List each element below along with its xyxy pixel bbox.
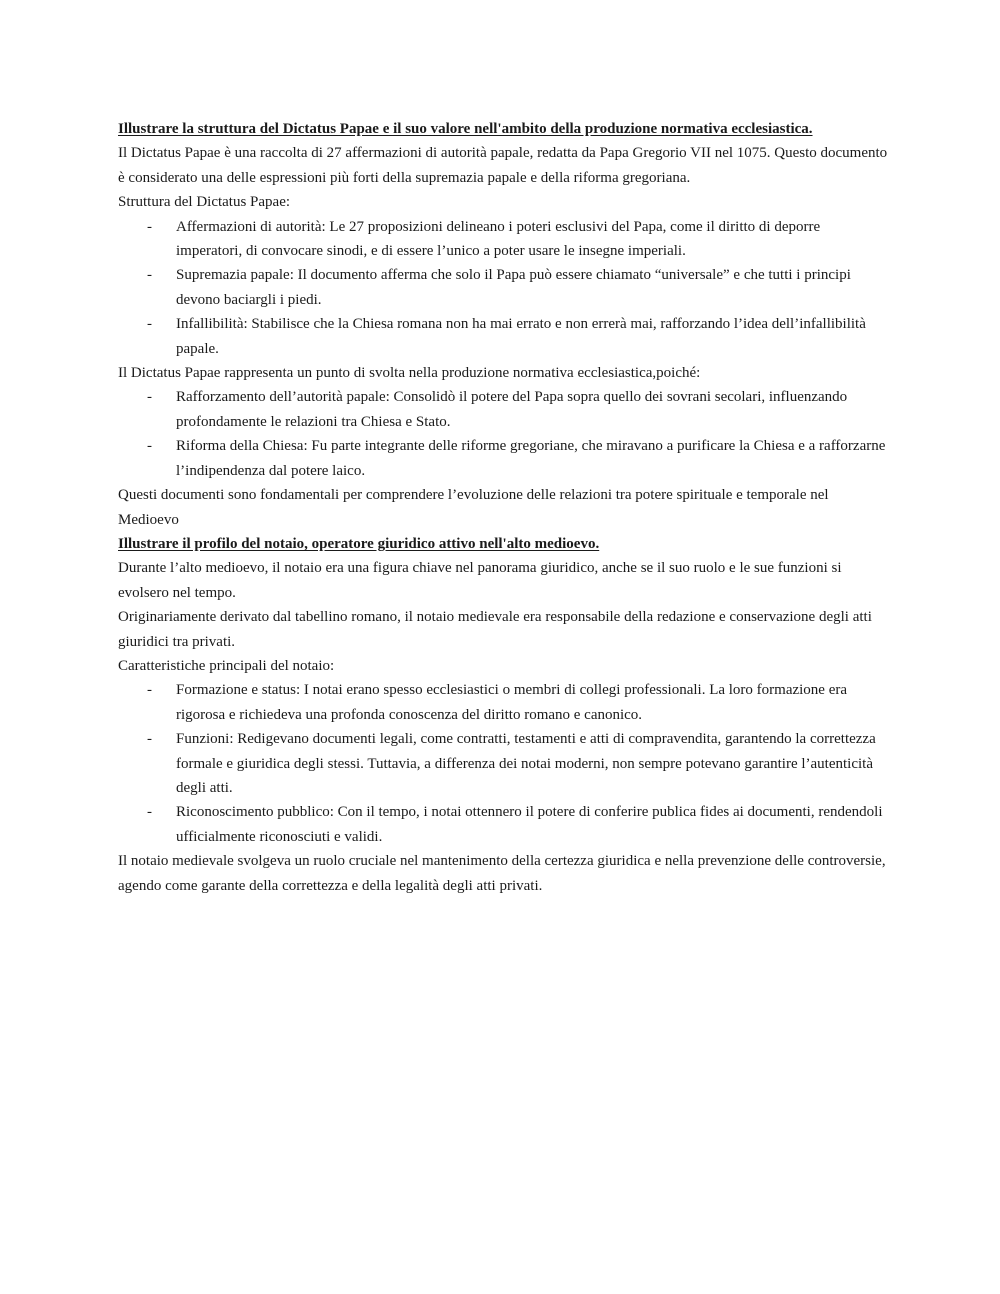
list-item [118,800,888,849]
bullet-dash: - [147,682,152,699]
bullet-dash: - [147,438,152,455]
section2-intro: Durante l’alto medioevo, il notaio era una figura chiave nel panorama giuridico, anche se il suo ruolo e le sue funzioni si evolsero nel tempo. [118,560,842,601]
list-item-text: Affermazioni di autorità: Le 27 proposizioni delineano i poteri esclusivi del Papa, come il diritto di deporre imperatori, di convocare sinodi, e di essere l’unico a poter usare le insegne imperiali. [176,218,821,260]
section1-conclusion: Questi documenti sono fondamentali per comprendere l’evoluzione delle relazioni tra potere spirituale e temporale nel Medioevo [118,487,829,528]
section2-conclusion: Il notaio medievale svolgeva un ruolo cruciale nel mantenimento della certezza giuridica e nella prevenzione delle controversie, agendo come garante della correttezza e della legalità degli atti privati. [118,853,886,894]
bullet-dash: - [147,804,152,821]
bullet-dash: - [147,389,152,406]
bullet-dash: - [147,316,152,333]
document-page [118,117,888,898]
section2-origin: Originariamente derivato dal tabellino romano, il notaio medievale era responsabile della redazione e conservazione degli atti giuridici tra privati. [118,609,872,650]
list-item-text: Funzioni: Redigevano documenti legali, come contratti, testamenti e atti di compravendita, garantendo la correttezza formale e giuridica degli stessi. Tuttavia, a differenza dei notai moderni, non sempre potevano garantire l’autenticità degli atti. [176,731,876,796]
section2-features-label: Caratteristiche principali del notaio: [118,657,335,674]
list-item [118,678,888,727]
section1-heading: Illustrare la struttura del Dictatus Papae e il suo valore nell'ambito della produzione normativa ecclesiastica. [118,121,813,137]
list-item [118,263,888,312]
list-item [118,312,888,361]
bullet-dash: - [147,267,152,284]
list-item-text: Rafforzamento dell’autorità papale: Consolidò il potere del Papa sopra quello dei sovrani secolari, influenzando profondamente le relazioni tra Chiesa e Stato. [176,389,848,430]
section1-structure-list [118,215,888,361]
list-item [118,727,888,800]
list-item [118,385,888,434]
bullet-dash: - [147,218,152,235]
section1-turning-list [118,385,888,483]
list-item-text: Supremazia papale: Il documento afferma che solo il Papa può essere chiamato “universale” e che tutti i principi devono baciargli i piedi. [176,267,851,308]
section1-turning-point: Il Dictatus Papae rappresenta un punto di svolta nella produzione normativa ecclesiastica,poiché: [118,365,701,382]
list-item-text: Infallibilità: Stabilisce che la Chiesa romana non ha mai errato e non errerà mai, rafforzando l’idea dell’infallibilità papale. [176,316,866,357]
list-item-text: Riforma della Chiesa: Fu parte integrante delle riforme gregoriane, che miravano a purificare la Chiesa e a rafforzarne l’indipendenza dal potere laico. [176,438,886,479]
list-item-text: Formazione e status: I notai erano spesso ecclesiastici o membri di collegi professionali. La loro formazione era rigorosa e richiedeva una profonda conoscenza del diritto romano e canonico. [176,682,848,723]
section2-heading: Illustrare il profilo del notaio, operatore giuridico attivo nell'alto medioevo. [118,535,600,552]
list-item [118,215,888,264]
list-item [118,434,888,483]
list-item-text: Riconoscimento pubblico: Con il tempo, i notai ottennero il potere di conferire publica fides ai documenti, rendendoli ufficialmente riconosciuti e validi. [176,804,883,845]
bullet-dash: - [147,731,152,748]
section1-intro: Il Dictatus Papae è una raccolta di 27 affermazioni di autorità papale, redatta da Papa Gregorio VII nel 1075. Questo documento è considerato una delle espressioni più forti della supremazia papale e della riforma gregoriana. [118,145,888,186]
section1-structure-label: Struttura del Dictatus Papae: [118,194,291,211]
section2-features-list [118,678,888,849]
